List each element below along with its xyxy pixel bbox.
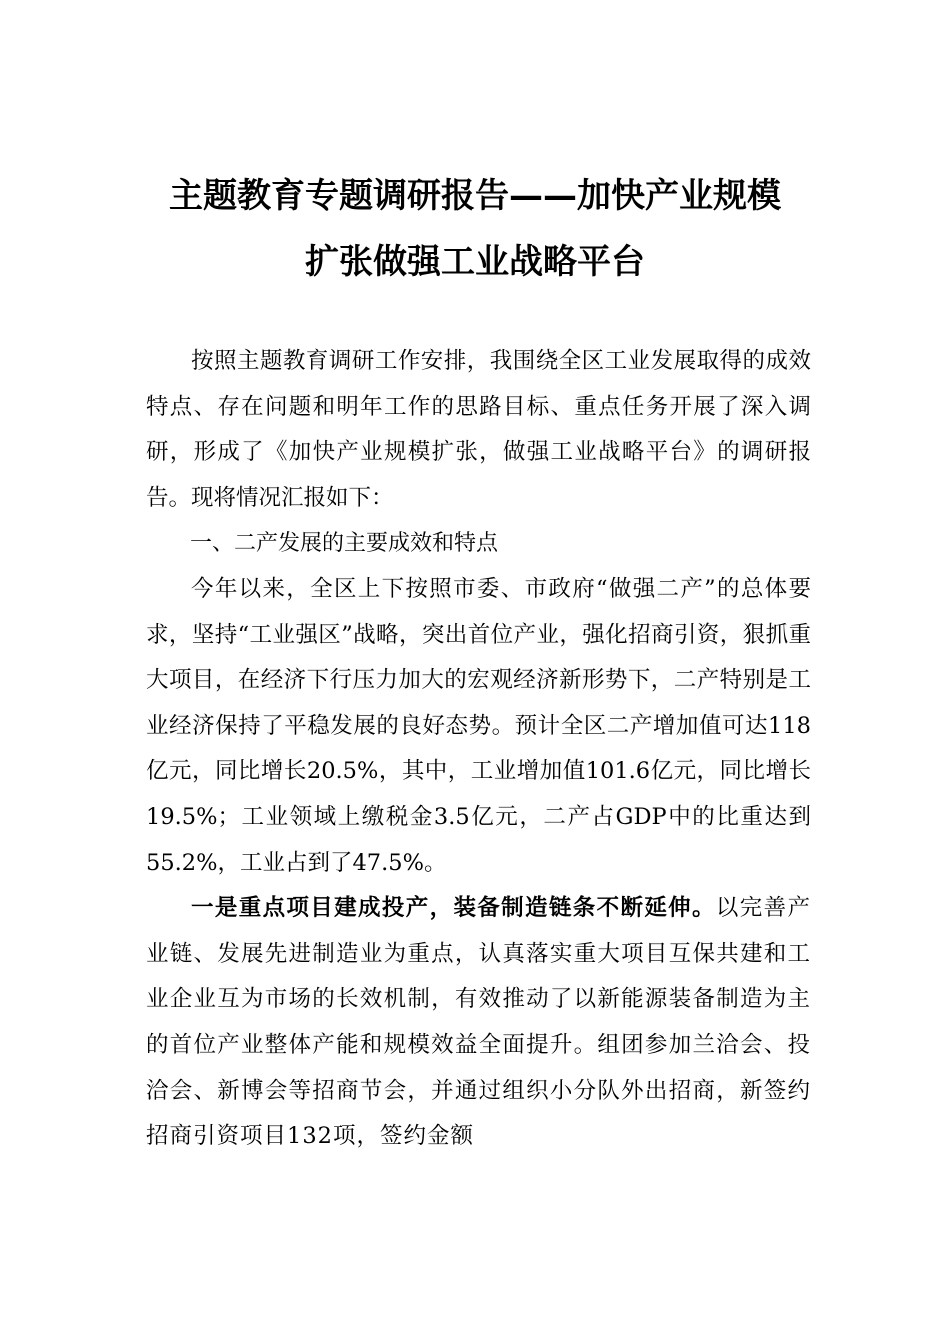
document-title-line-1: 主题教育专题调研报告——加快产业规模 (169, 176, 781, 216)
document-body (146, 339, 811, 1160)
point-1-body: 以完善产业链、发展先进制造业为重点，认真落实重大项目互保共建和工业企业互为市场的长效机制，有效推动了以新能源装备制造为主的首位产业整体产能和规模效益全面提升。组团参加兰洽会、投洽会、新博会等招商节会，并通过组织小分队外出招商，新签约招商引资项目132项，签约金额 (146, 895, 811, 1150)
document-title-line-2: 扩张做强工业战略平台 (305, 242, 645, 282)
section-1-paragraph: 今年以来，全区上下按照市委、市政府“做强二产”的总体要求，坚持“工业强区”战略，突出首位产业，强化招商引资，狠抓重大项目，在经济下行压力加大的宏观经济新形势下，二产特别是工业经济保持了平稳发展的良好态势。预计全区二产增加值可达118亿元，同比增长20.5%，其中，工业增加值101.6亿元，同比增长19.5%；工业领域上缴税金3.5亿元，二产占GDP中的比重达到55.2%，工业占到了47.5%。 (146, 575, 811, 876)
point-1-paragraph (146, 886, 811, 1160)
section-heading-1: 一、二产发展的主要成效和特点 (190, 531, 499, 557)
point-1-lead: 一是重点项目建成投产，装备制造链条不断延伸。 (191, 895, 716, 922)
intro-paragraph: 按照主题教育调研工作安排，我围绕全区工业发展取得的成效特点、存在问题和明年工作的思路目标、重点任务开展了深入调研，形成了《加快产业规模扩张，做强工业战略平台》的调研报告。现将情况汇报如下： (146, 348, 811, 511)
